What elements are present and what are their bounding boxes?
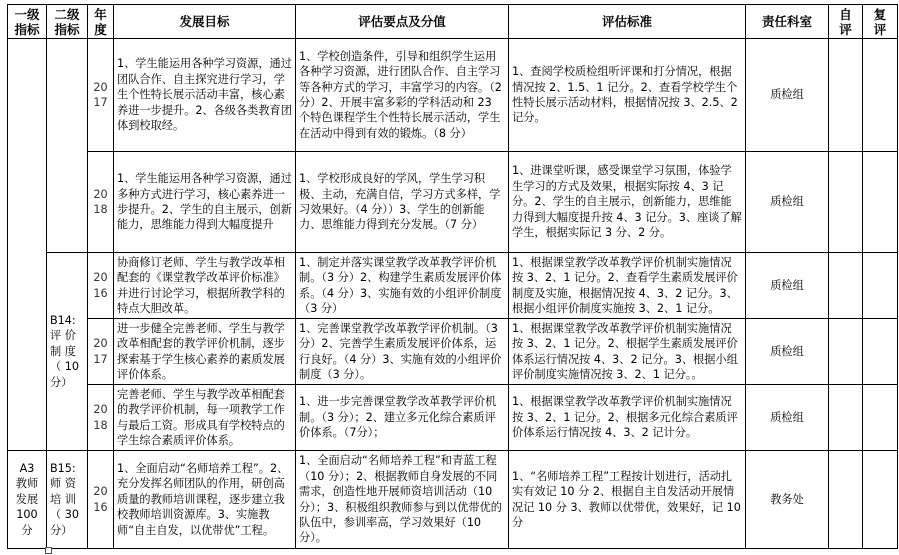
goal-cell: 进一步健全完善老师、学生与教学改革相配套的教学评价机制，逐步探索基于学生核心素养的素质发展评价体系。 bbox=[114, 319, 296, 385]
header-row bbox=[8, 5, 898, 39]
table-row bbox=[8, 451, 898, 549]
header-standard: 评估标准 bbox=[509, 5, 746, 39]
b15-line3: 培 训 bbox=[50, 492, 76, 506]
self-eval-cell[interactable] bbox=[829, 451, 863, 549]
header-level2-line1: 二级 bbox=[54, 6, 80, 22]
header-level2 bbox=[47, 5, 88, 39]
header-dept: 责任科室 bbox=[746, 5, 829, 39]
header-year-line1: 年 bbox=[94, 6, 107, 22]
level2-cell-b15 bbox=[47, 451, 88, 549]
year-cell bbox=[88, 319, 114, 385]
b15-line1: B15: bbox=[50, 461, 76, 475]
points-cell: 1、进一步完善课堂教学改革教学评价机制。（3 分）；2、建立多元化综合素质评价体系。（7分）； bbox=[296, 385, 509, 451]
review-cell[interactable] bbox=[863, 39, 898, 152]
self-eval-cell[interactable] bbox=[829, 385, 863, 451]
year-cell bbox=[88, 39, 114, 152]
level1-cell-empty bbox=[8, 39, 47, 451]
self-eval-cell[interactable] bbox=[829, 253, 863, 319]
paragraph-mark-icon bbox=[45, 547, 52, 554]
year-cell bbox=[88, 385, 114, 451]
dept-cell: 教务处 bbox=[746, 451, 829, 549]
header-level1 bbox=[8, 5, 47, 39]
goal-cell: 1、学生能运用各种学习资源，通过多种方式进行学习，核心素养进一步提升。2、学生的自主展示，创新能力，思维能力得到大幅度提升 bbox=[114, 152, 296, 253]
level2-cell-b14 bbox=[47, 253, 88, 451]
year-part1: 20 bbox=[93, 403, 108, 417]
standard-cell: 1、根据课堂教学改革教学评价机制实施情况按 3、2、1 记分。2、查看学生素质发展评价制度及实施，根据情况按 4、3、2 记分。3、根据小组评价制度实施按 3、2、1 记分。 bbox=[509, 253, 746, 319]
points-cell: 1、学校创造条件，引导和组织学生运用各种学习资源，进行团队合作、自主学习等各种方式的学习，丰富学习的内容。（2 分）2、开展丰富多彩的学科活动和 23 个特色课程学生个性特长展示活动，学生在活动中得到有效的锻炼。（8 分） bbox=[296, 39, 509, 152]
dept-cell: 质检组 bbox=[746, 385, 829, 451]
table-row bbox=[8, 253, 898, 319]
year-part2: 18 bbox=[93, 418, 108, 432]
review-cell[interactable] bbox=[863, 253, 898, 319]
header-review bbox=[863, 5, 898, 39]
dept-cell: 质检组 bbox=[746, 152, 829, 253]
goal-cell: 1、学生能运用各种学习资源，通过团队合作、自主探究进行学习，学生个性特长展示活动丰富，核心素养进一步提升。2、各级各类教育团体到校取经。 bbox=[114, 39, 296, 152]
table-row bbox=[8, 319, 898, 385]
a3-line2: 教师 bbox=[15, 477, 39, 491]
year-part2: 16 bbox=[93, 500, 108, 514]
dept-cell: 质检组 bbox=[746, 39, 829, 152]
a3-line5: 分 bbox=[21, 523, 33, 537]
b14-line4: （ 10 bbox=[50, 360, 79, 374]
review-cell[interactable] bbox=[863, 152, 898, 253]
b15-line5: 分） bbox=[50, 523, 73, 537]
standard-cell: 1、查阅学校质检组听评课和打分情况，根据情况按 2、1.5、1 记分。2、查看学校学生个性特长展示活动材料，根据情况按 3、2.5、2 记分。 bbox=[509, 39, 746, 152]
standard-cell: 1、“名师培养工程”工程按计划进行，活动扎实有效记 10 分 2、根据自主自发活动开展情况记 10 分 3、教师以优带优，效果好，记 10 分 bbox=[509, 451, 746, 549]
points-cell: 1、全面启动“名师培养工程”和青蓝工程（10 分）；2、根据教师自身发展的不同需求，创造性地开展师资培训活动（10 分）；3、积极组织教师参与到以优带优的队伍中，参训率高，学习效果好（10 分）。 bbox=[296, 451, 509, 549]
goal-cell: 完善老师、学生与教学改革相配套的教学评价机制，每一项教学工作与最后工资。形成具有学校特点的学生综合素质评价体系。 bbox=[114, 385, 296, 451]
review-cell[interactable] bbox=[863, 451, 898, 549]
header-level2-line2: 指标 bbox=[54, 21, 80, 37]
self-eval-cell[interactable] bbox=[829, 39, 863, 152]
year-part2: 16 bbox=[93, 286, 108, 300]
standard-cell: 1、根据课堂教学改革教学评价机制实施情况按 3、2、1 记分。2、根据多元化综合素质评价体系运行情况按 4、3、2 记计分。 bbox=[509, 385, 746, 451]
year-cell bbox=[88, 451, 114, 549]
year-part1: 20 bbox=[93, 485, 108, 499]
goal-cell: 协商修订老师、学生与教学改革相配套的《课堂教学改革评价标准》并进行讨论学习，根据所教学科的特点大胆改革。 bbox=[114, 253, 296, 319]
points-cell: 1、学校形成良好的学风，学生学习积极、主动，充满自信，学习方式多样，学习效果好。（4 分））3、学生的创新能力、思维能力得到充分发展。（7 分） bbox=[296, 152, 509, 253]
year-part2: 17 bbox=[93, 352, 108, 366]
table-row bbox=[8, 152, 898, 253]
header-year bbox=[88, 5, 114, 39]
a3-line4: 100 bbox=[16, 508, 38, 522]
b14-line1: B14: bbox=[50, 313, 76, 327]
a3-line1: A3 bbox=[19, 461, 35, 475]
header-self-eval bbox=[829, 5, 863, 39]
header-goal: 发展目标 bbox=[114, 5, 296, 39]
standard-cell: 1、进课堂听课，感受课堂学习氛围，体验学生学习的方式及效果，根据实际按 4、3 记分。2、学生的自主展示，创新能力，思维能力得到大幅度提升按 4、3 记分。3、座谈了解学生，根据实际记 3 分、2 分。 bbox=[509, 152, 746, 253]
level2-cell-empty bbox=[47, 39, 88, 253]
level1-cell-a3 bbox=[8, 451, 47, 549]
review-cell[interactable] bbox=[863, 385, 898, 451]
header-review-line2: 评 bbox=[873, 21, 887, 37]
b15-line4: （ 30 bbox=[50, 508, 79, 522]
self-eval-cell[interactable] bbox=[829, 319, 863, 385]
year-part1: 20 bbox=[93, 337, 108, 351]
evaluation-table bbox=[7, 4, 898, 549]
b14-line2: 评 价 bbox=[50, 329, 76, 343]
header-self-eval-line1: 自 bbox=[839, 6, 852, 22]
year-part2: 17 bbox=[93, 96, 108, 109]
header-review-line1: 复 bbox=[873, 6, 887, 22]
standard-cell: 1、根据课堂教学改革教学评价机制实施情况按 3、2、1 记分。2、根据学生素质发展评价体系运行情况按 4、3、2 记分。3、根据小组评价制度实施情况按 3、2、1 记分。。 bbox=[509, 319, 746, 385]
header-self-eval-line2: 评 bbox=[839, 21, 852, 37]
header-year-line2: 度 bbox=[94, 21, 107, 37]
points-cell: 1、完善课堂教学改革教学评价机制。（3 分）2、完善学生素质发展评价体系，运行良好。（4 分）3、实施有效的小组评价制度（3 分）。 bbox=[296, 319, 509, 385]
year-part1: 20 bbox=[93, 271, 108, 285]
table-row bbox=[8, 385, 898, 451]
points-cell: 1、制定并落实课堂教学改革教学评价机制。（3 分）2、构建学生素质发展评价体系。（4 分）3、实施有效的小组评价制度（3 分） bbox=[296, 253, 509, 319]
header-level1-line2: 指标 bbox=[14, 21, 40, 37]
dept-cell: 质检组 bbox=[746, 253, 829, 319]
goal-cell: 1、全面启动“名师培养工程”。2、充分发挥名师团队的作用，研创高质量的教师培训课程，逐步建立我校教师培训资源库。3、实施教师“自主自发，以优带优”工程。 bbox=[114, 451, 296, 549]
self-eval-cell[interactable] bbox=[829, 152, 863, 253]
year-part1: 20 bbox=[93, 80, 108, 94]
header-level1-line1: 一级 bbox=[14, 6, 40, 22]
year-cell bbox=[88, 253, 114, 319]
a3-line3: 发展 bbox=[15, 492, 39, 506]
b15-line2: 师 资 bbox=[50, 477, 76, 491]
b14-line3: 制 度 bbox=[50, 344, 76, 358]
review-cell[interactable] bbox=[863, 319, 898, 385]
table-row bbox=[8, 39, 898, 152]
year-part2: 18 bbox=[93, 203, 108, 216]
header-points: 评估要点及分值 bbox=[296, 5, 509, 39]
year-cell bbox=[88, 152, 114, 253]
dept-cell: 质检组 bbox=[746, 319, 829, 385]
b14-line5: 分） bbox=[50, 375, 73, 389]
year-part1: 20 bbox=[93, 187, 108, 201]
